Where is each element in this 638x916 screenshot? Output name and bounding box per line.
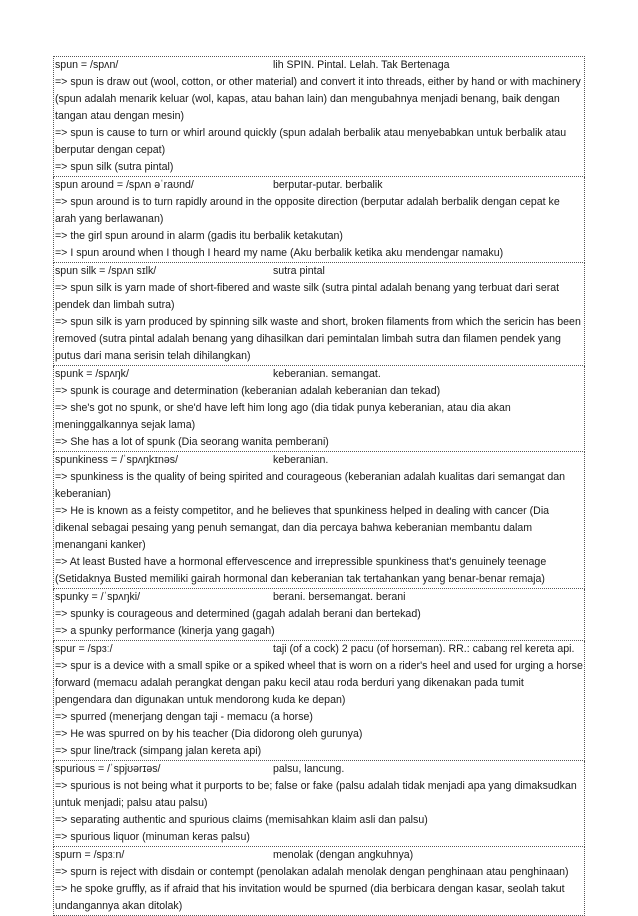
example-line: => spurn is reject with disdain or contempt (penolakan adalah menolak dengan penghinaan atau penghinaan) bbox=[55, 866, 569, 878]
entry-term: spurious = /ˈspjʊərɪəs/ bbox=[55, 763, 161, 775]
entry-header bbox=[55, 847, 583, 864]
example-line: => He was spurred on by his teacher (Dia didorong oleh gurunya) bbox=[55, 728, 363, 740]
example-line: => I spun around when I though I heard my name (Aku berbalik ketika aku mendengar namaku) bbox=[55, 247, 504, 259]
entry-term: spunky = /ˈspʌŋki/ bbox=[55, 591, 141, 603]
entry-term: spunk = /spʌŋk/ bbox=[55, 368, 129, 380]
dictionary-entry bbox=[53, 177, 585, 263]
example-line: => spun silk is yarn made of short-fibered and waste silk (sutra pintal adalah benang yang terbuat dari serat pendek dan limbah sutra) bbox=[55, 282, 560, 311]
entry-term: spur = /spɜː/ bbox=[55, 643, 113, 655]
entry-term: spun = /spʌn/ bbox=[55, 59, 119, 71]
example-line: => spurred (menerjang dengan taji - memacu (a horse) bbox=[55, 711, 313, 723]
example-line: => spun is cause to turn or whirl around quickly (spun adalah berbalik atau menyebabkan untuk berbalik atau berputar dengan cepat) bbox=[55, 127, 567, 156]
entry-term: spunkiness = /ˈspʌŋkɪnəs/ bbox=[55, 454, 179, 466]
entry-meaning: menolak (dengan angkuhnya) bbox=[273, 849, 414, 861]
example-line: => spun silk (sutra pintal) bbox=[55, 161, 174, 173]
entry-meaning: berani. bersemangat. berani bbox=[273, 591, 406, 603]
example-line: => spunkiness is the quality of being spirited and courageous (keberanian adalah kualitas dari semangat dan keberanian) bbox=[55, 471, 566, 500]
example-line: => He is known as a feisty competitor, and he believes that spunkiness helped in dealing with cancer (Dia dikenal sebagai pesaing yang penuh semangat, dan dia percaya bahwa keberanian membantu dalam menangani kanker) bbox=[55, 505, 550, 551]
example-line: => At least Busted have a hormonal effervescence and irrepressible spunkiness that's genuinely teenage (Setidaknya Busted memiliki gairah hormonal dan keberanian tak tertahankan yang benar-benar remaja) bbox=[55, 556, 547, 585]
entry-meaning: keberanian. bbox=[273, 454, 329, 466]
dictionary-entry bbox=[53, 589, 585, 641]
entry-header bbox=[55, 452, 583, 469]
entry-header bbox=[55, 761, 583, 778]
entry-meaning: lih SPIN. Pintal. Lelah. Tak Bertenaga bbox=[273, 59, 450, 71]
entry-header bbox=[55, 177, 583, 194]
example-line: => spunky is courageous and determined (gagah adalah berani dan bertekad) bbox=[55, 608, 421, 620]
dictionary-entry bbox=[53, 847, 585, 916]
example-line: => spunk is courage and determination (keberanian adalah keberanian dan tekad) bbox=[55, 385, 441, 397]
dictionary-entry bbox=[53, 263, 585, 366]
example-line: => spun silk is yarn produced by spinning silk waste and short, broken filaments from which the sericin has been removed (sutra pintal adalah benang yang dihasilkan dari pemintalan limbah sutra dan filamen pendek yang putus dari mana serisin telah dihilangkan) bbox=[55, 316, 581, 362]
example-line: => spun around is to turn rapidly around in the opposite direction (berputar adalah berbalik dengan cepat ke arah yang berlawanan) bbox=[55, 196, 560, 225]
entry-term: spun silk = /spʌn sɪlk/ bbox=[55, 265, 157, 277]
example-line: => She has a lot of spunk (Dia seorang wanita pemberani) bbox=[55, 436, 329, 448]
entry-meaning: taji (of a cock) 2 pacu (of horseman). RR.: cabang rel kereta api. bbox=[273, 643, 575, 655]
entry-term: spurn = /spɜːn/ bbox=[55, 849, 125, 861]
example-line: => a spunky performance (kinerja yang gagah) bbox=[55, 625, 275, 637]
entry-meaning: keberanian. semangat. bbox=[273, 368, 381, 380]
entry-header bbox=[55, 366, 583, 383]
example-line: => spun is draw out (wool, cotton, or other material) and convert it into threads, either by hand or with machinery (spun adalah menarik keluar (wol, kapas, atau bahan lain) dan mengubahnya menjadi benang, baik dengan tangan atau dengan mesin) bbox=[55, 76, 581, 122]
entry-header bbox=[55, 57, 583, 74]
dictionary-page bbox=[53, 56, 585, 916]
entry-meaning: berputar-putar. berbalik bbox=[273, 179, 383, 191]
entry-header bbox=[55, 263, 583, 280]
dictionary-entry bbox=[53, 761, 585, 847]
dictionary-entry bbox=[53, 366, 585, 452]
entry-term: spun around = /spʌn əˈraʊnd/ bbox=[55, 179, 194, 191]
example-line: => spurious is not being what it purports to be; false or fake (palsu adalah tidak menjadi apa yang dimaksudkan untuk menjadi; palsu atau palsu) bbox=[55, 780, 577, 809]
dictionary-entry bbox=[53, 56, 585, 177]
example-line: => the girl spun around in alarm (gadis itu berbalik ketakutan) bbox=[55, 230, 343, 242]
dictionary-entry bbox=[53, 452, 585, 589]
example-line: => he spoke gruffly, as if afraid that his invitation would be spurned (dia berbicara dengan kasar, seolah takut undangannya akan ditolak) bbox=[55, 883, 565, 912]
entry-header bbox=[55, 641, 583, 658]
entry-meaning: palsu, lancung. bbox=[273, 763, 345, 775]
entry-meaning: sutra pintal bbox=[273, 265, 325, 277]
example-line: => spur is a device with a small spike or a spiked wheel that is worn on a rider's heel and used for urging a horse forward (memacu adalah perangkat dengan paku kecil atau roda berduri yang dikenakan pada tumit pengendara dan digunakan untuk mendorong kuda ke depan) bbox=[55, 660, 583, 706]
dictionary-entry bbox=[53, 641, 585, 761]
example-line: => separating authentic and spurious claims (memisahkan klaim asli dan palsu) bbox=[55, 814, 428, 826]
example-line: => spur line/track (simpang jalan kereta api) bbox=[55, 745, 262, 757]
example-line: => spurious liquor (minuman keras palsu) bbox=[55, 831, 250, 843]
example-line: => she's got no spunk, or she'd have left him long ago (dia tidak punya keberanian, atau dia akan meninggalkannya sejak lama) bbox=[55, 402, 511, 431]
entry-header bbox=[55, 589, 583, 606]
